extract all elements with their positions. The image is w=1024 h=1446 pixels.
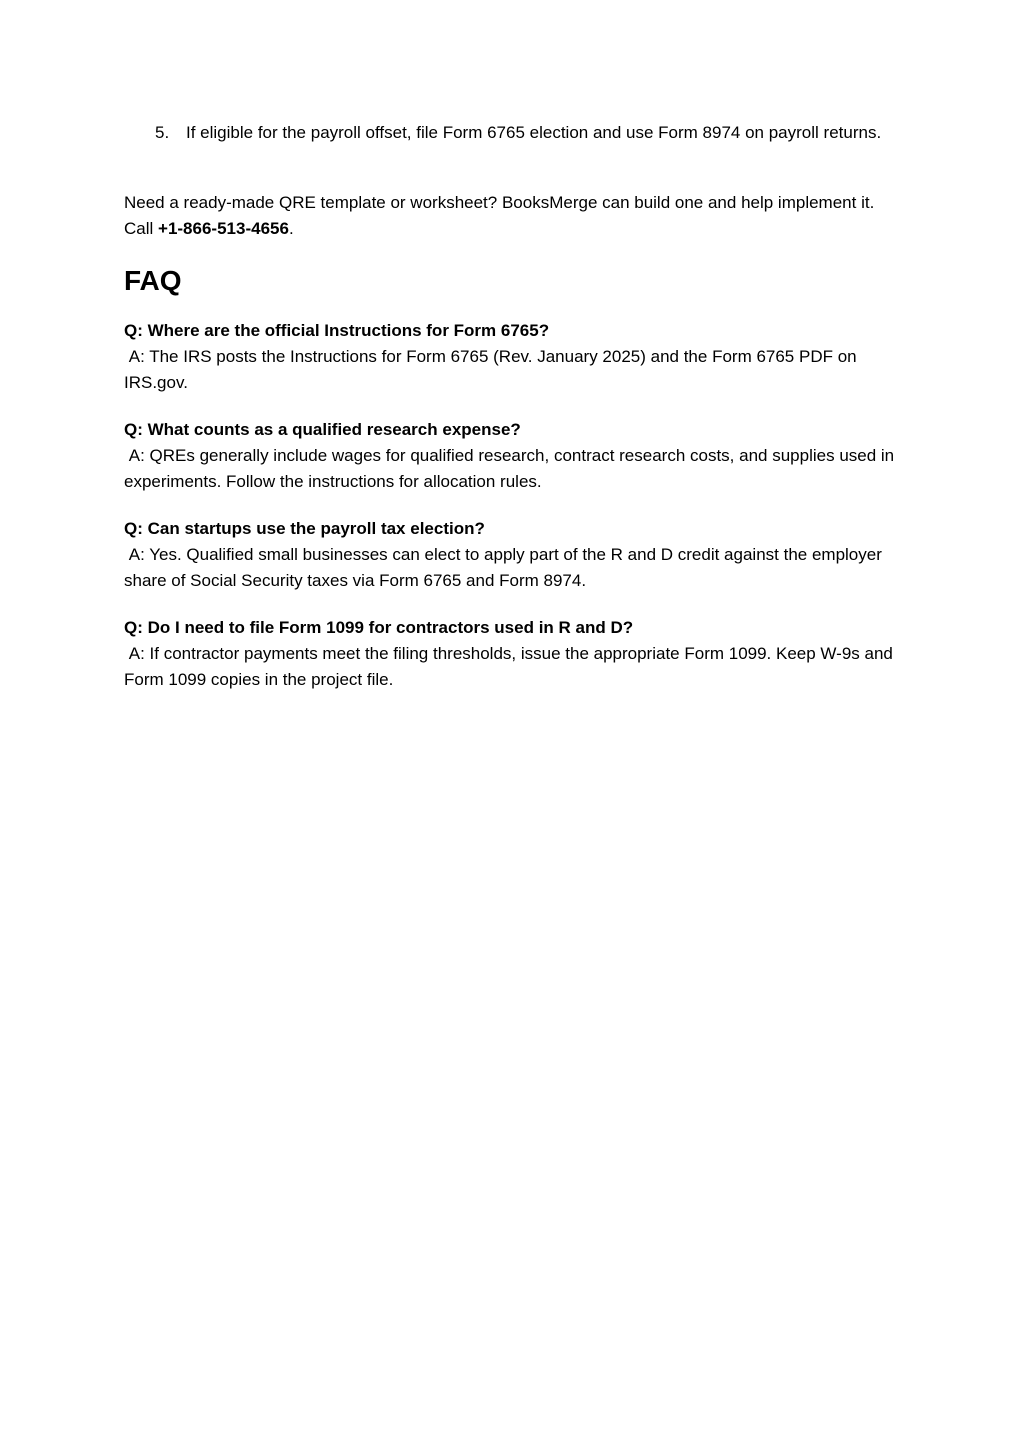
faq-item xyxy=(124,417,900,495)
faq-answer: A: QREs generally include wages for qualified research, contract research costs, and supplies used in experiments. Follow the instructions for allocation rules. xyxy=(124,446,899,491)
faq-question: Q: Can startups use the payroll tax election? xyxy=(124,519,485,538)
faq-answer: A: If contractor payments meet the filing thresholds, issue the appropriate Form 1099. Keep W-9s and Form 1099 copies in the project file. xyxy=(124,644,898,689)
cta-paragraph xyxy=(124,190,900,242)
faq-answer: A: The IRS posts the Instructions for Form 6765 (Rev. January 2025) and the Form 6765 PDF on IRS.gov. xyxy=(124,347,862,392)
faq-heading: FAQ xyxy=(124,265,182,296)
phone-number: +1-866-513-4656 xyxy=(158,219,289,238)
numbered-list-item xyxy=(124,120,900,146)
list-item-number: 5. xyxy=(155,123,170,142)
cta-text-before: Need a ready-made QRE template or worksheet? BooksMerge can build one and help implement it. Call xyxy=(124,193,875,238)
faq-question: Q: What counts as a qualified research expense? xyxy=(124,420,521,439)
faq-item xyxy=(124,318,900,396)
list-item-text: If eligible for the payroll offset, file Form 6765 election and use Form 8974 on payroll returns. xyxy=(186,123,882,142)
faq-question: Q: Where are the official Instructions for Form 6765? xyxy=(124,321,550,340)
faq-answer: A: Yes. Qualified small businesses can elect to apply part of the R and D credit against the employer share of Social Security taxes via Form 6765 and Form 8974. xyxy=(124,545,887,590)
faq-question: Q: Do I need to file Form 1099 for contractors used in R and D? xyxy=(124,618,634,637)
faq-item xyxy=(124,516,900,594)
cta-text-after: . xyxy=(288,219,294,238)
faq-item xyxy=(124,615,900,693)
